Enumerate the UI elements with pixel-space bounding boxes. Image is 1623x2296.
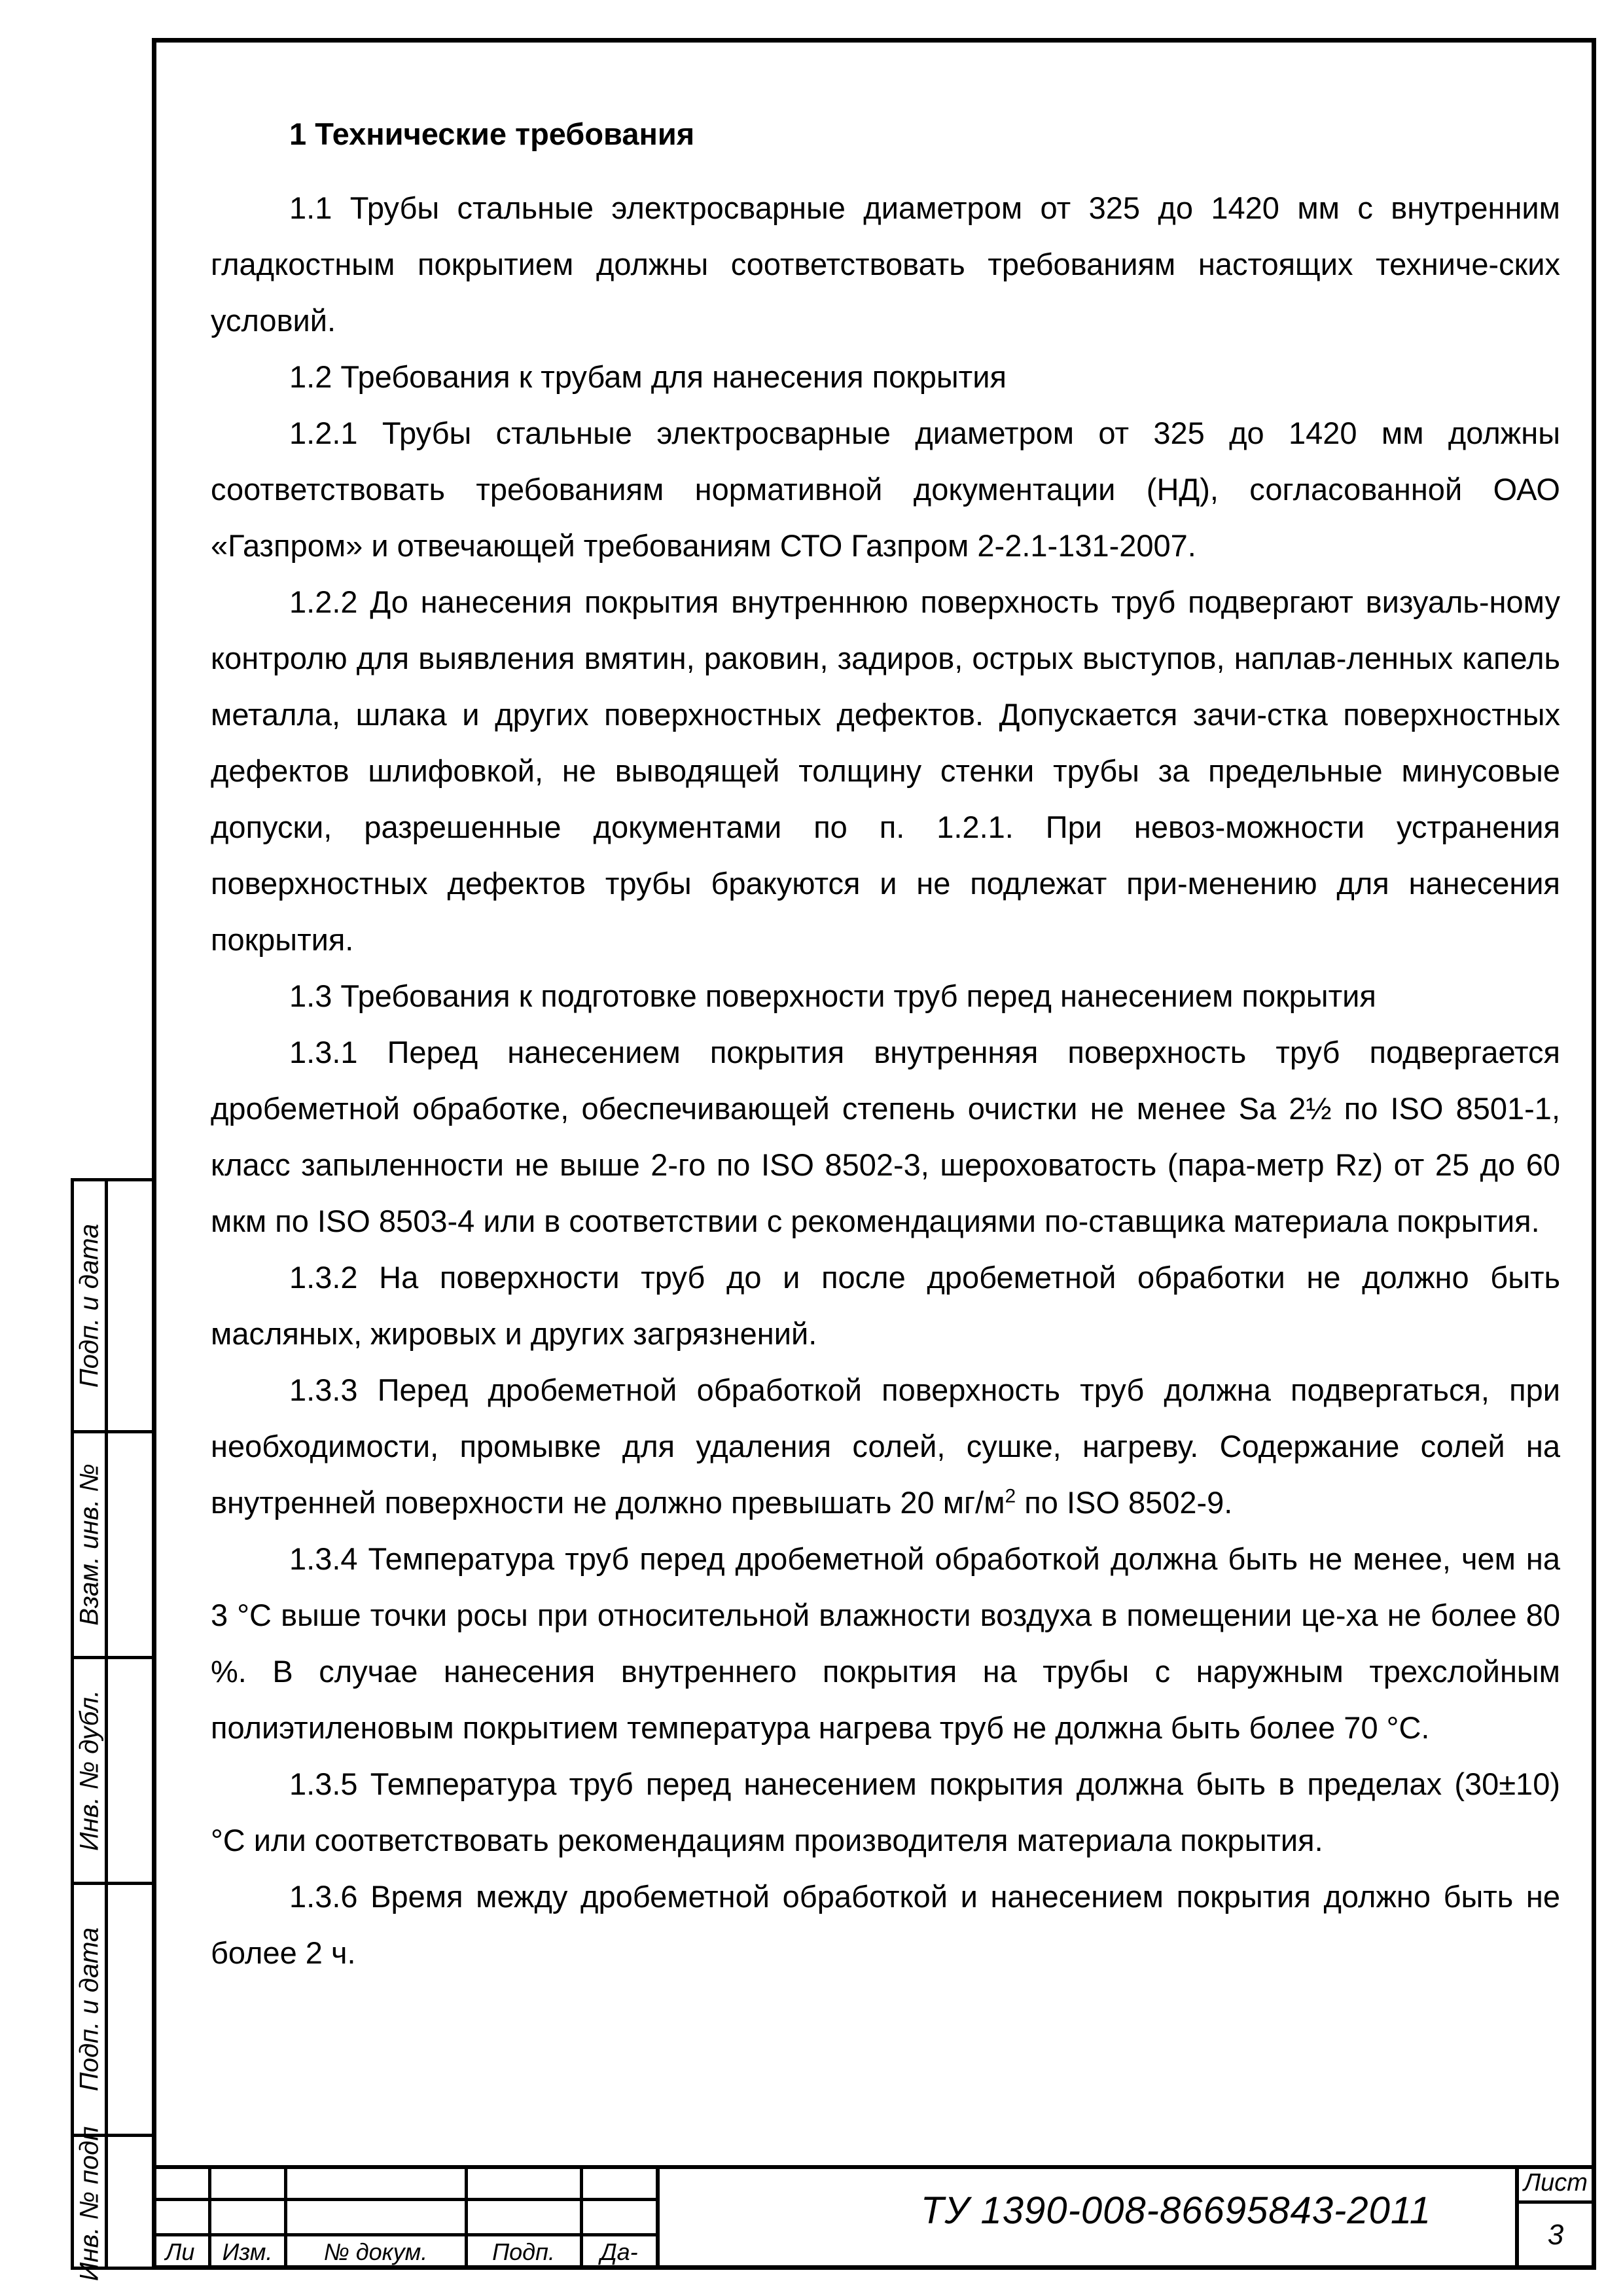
side-stamp: [71, 1178, 152, 2281]
sheet-number: 3: [1547, 2219, 1564, 2251]
paragraph: 1.3.5 Температура труб перед нанесением покрытия должна быть в пределах (30±10) °С или соответствовать рекомендациям производителя материала покрытия.: [211, 1767, 1560, 1857]
para-text-end: по ISO 8502-9.: [1016, 1485, 1233, 1520]
paragraph: 1.3.1 Перед нанесением покрытия внутренняя поверхность труб подвергается дробеметной обработке, обеспечивающей степень очистки не менее Sa 2½ по ISO 8501-1, класс запыленности не выше 2-го по ISO 8502-3, шероховатость (пара-метр Rz) от 25 до 60 мкм по ISO 8503-4 или в соответствии с рекомендациями по-ставщика материала покрытия.: [211, 1035, 1560, 1238]
paragraph: 1.2.2 До нанесения покрытия внутреннюю поверхность труб подвергают визуаль-ному контролю для выявления вмятин, раковин, задиров, острых выступов, наплав-ленных капель металла, шлака и других поверхностных дефектов. Допускается зачи-стка поверхностных дефектов шлифовкой, не выводящей толщину стенки трубы за предельные минусовые допуски, разрешенные документами по п. 1.2.1. При невоз-можности устранения поверхностных дефектов трубы бракуются и не подлежат при-менению для нанесения покрытия.: [211, 584, 1560, 957]
title-block: [152, 2165, 1596, 2270]
document-code: ТУ 1390-008-86695843-2011: [920, 2189, 1432, 2232]
side-cell-2: [74, 1433, 152, 1659]
paragraph: 1.2.1 Трубы стальные электросварные диаметром от 325 до 1420 мм должны соответствовать требованиям нормативной документации (НД), согласованной ОАО «Газпром» и отвечающей требованиям СТО Газпром 2-2.1-131-2007.: [211, 416, 1560, 563]
document-body: [211, 108, 1560, 1981]
header-signature: Подп.: [492, 2238, 555, 2265]
paragraph: 1.1 Трубы стальные электросварные диаметром от 325 до 1420 мм с внутренним гладкостным покрытием должны соответствовать требованиям настоящих техниче-ских условий.: [211, 190, 1560, 338]
side-label-2: Взам. инв. №: [75, 1463, 103, 1626]
header-izm: Изм.: [222, 2238, 273, 2265]
superscript: 2: [1005, 1485, 1016, 1507]
paragraph: 1.2 Требования к трубам для нанесения покрытия: [289, 359, 1007, 394]
para-text: 1.3.3 Перед дробеметной обработкой поверхность труб должна подвергаться, при необходимости, промывке для удаления солей, сушке, нагреву. Содержание солей на внутренней поверхности не должно превышать 20 мг/м: [211, 1372, 1560, 1520]
paragraph: 1.3.4 Температура труб перед дробеметной обработкой должна быть не менее, чем на 3 °С выше точки росы при относительной влажности воздуха в помещении це-ха не более 80 %. В случае нанесения внутреннего покрытия на трубы с наружным трехслойным полиэтиленовым покрытием температура нагрева труб не должна быть более 70 °С.: [211, 1541, 1560, 1745]
side-label-5: Инв. № подп: [75, 2126, 103, 2281]
paragraph: 1.3.6 Время между дробеметной обработкой и нанесением покрытия должно быть не более 2 ч.: [211, 1879, 1560, 1970]
side-label-1: Подп. и дата: [75, 1223, 103, 1388]
side-cell-3: [74, 1659, 152, 1885]
side-cell-4: [74, 1885, 152, 2137]
paragraph-1-3-3: [211, 1362, 1560, 1531]
side-cell-5: [74, 2126, 152, 2281]
header-li: Ли: [165, 2238, 195, 2265]
paragraph: 1.3.2 На поверхности труб до и после дробеметной обработки не должно быть масляных, жировых и других загрязнений.: [211, 1260, 1560, 1351]
section-heading: 1 Технические требования: [289, 117, 695, 151]
side-cell-1: [74, 1181, 152, 1433]
paragraph: 1.3 Требования к подготовке поверхности труб перед нанесением покрытия: [289, 978, 1376, 1013]
header-date: Да-: [600, 2238, 638, 2265]
header-doc-number: № докум.: [323, 2238, 428, 2265]
side-label-4: Подп. и дата: [75, 1927, 103, 2092]
sheet-label: Лист: [1524, 2169, 1588, 2197]
side-label-3: Инв. № дубл.: [75, 1690, 103, 1851]
